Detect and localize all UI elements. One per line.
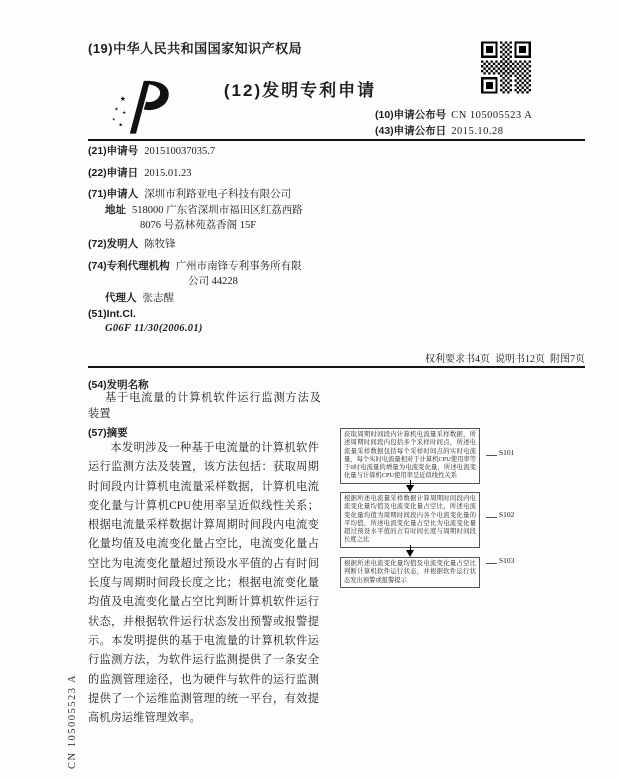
invention-title: 基于电流量的计算机软件运行监测方法及装置 (88, 392, 321, 420)
header-divider (88, 139, 585, 141)
application-date-label: (22)申请日 (88, 167, 139, 179)
int-cl-value-row (105, 323, 203, 334)
arrow-head (406, 550, 414, 557)
address-line1: 518000 广东省深圳市福田区红荔西路 (132, 205, 303, 216)
application-number-label: (21)申请号 (88, 145, 139, 157)
agent-row (105, 290, 174, 305)
svg-text:★: ★ (122, 111, 127, 117)
agency-line2: 公司 44228 (188, 276, 238, 287)
address-line2: 8076 号荔林苑荔香阁 15F (140, 220, 257, 231)
arrow-head (406, 485, 414, 492)
agency-label: (74)专利代理机构 (88, 260, 170, 272)
svg-text:★: ★ (118, 122, 124, 129)
publication-number-value: CN 105005523 A (451, 110, 533, 121)
invention-title-label: (54)发明名称 (88, 379, 149, 391)
abstract-label: (57)摘要 (88, 427, 128, 439)
invention-title-section-label (88, 377, 149, 392)
flowchart-step-1-label: S101 (486, 448, 514, 457)
int-cl-label: (51)Int.Cl. (88, 308, 136, 320)
abstract-section-label (88, 425, 128, 440)
svg-text:★: ★ (112, 116, 116, 122)
document-type-title: (12)发明专利申请 (223, 81, 377, 100)
inventor-value: 陈牧锋 (144, 239, 176, 250)
address-row-2 (140, 217, 256, 232)
authority-heading: (19)中华人民共和国国家知识产权局 (88, 41, 303, 56)
agency-row-2 (188, 273, 238, 288)
flowchart-step-3-box: 根据所述电流变化量均值及电流变化量占空比判断计算机软件运行状态，并根据软件运行状态发出预警或报警提示 (340, 557, 480, 588)
qr-code-icon (481, 41, 531, 99)
inventor-label: (72)发明人 (88, 238, 139, 250)
qr-code-svg (481, 41, 531, 94)
application-number-row (88, 143, 215, 158)
agency-line1: 广州市南锋专利事务所有限 (175, 261, 302, 272)
flowchart-step-2-box: 根据所述电流量采样数据计算周期时间段内电流变化量均值及电流变化量占空比，所述电流变化量均值为周期时间段内各个电流变化量的平均值，所述电流变化量占空比为电流变化量超过预设水平值的占有时间长度与周期时间段长度之比 (340, 492, 480, 548)
flowchart-figure (340, 428, 570, 603)
agency-row (88, 258, 302, 273)
flowchart-step-1-box: 获取周期时间段内计算机电流量采样数据，所述周期时间段内包括多个采样时间点，所述电流量采样数据包括每个采样时间点的实时电流量，每个实时电流量相对于计算机CPU使用率等于0时电流量的增量为电流变化量，所述电流变化量与计算机CPU使用率呈近似线性关系 (340, 428, 480, 484)
application-date-row (88, 165, 191, 180)
agent-value: 张志醒 (142, 293, 174, 304)
address-label: 地址 (105, 204, 126, 216)
agent-label: 代理人 (105, 292, 137, 304)
int-cl-row (88, 308, 136, 320)
section-divider (88, 366, 585, 368)
applicant-label: (71)申请人 (88, 188, 139, 200)
publication-number-line (375, 107, 532, 122)
pages-info: 权利要求书4页 说明书12页 附图7页 (425, 354, 585, 365)
abstract-text: 本发明涉及一种基于电流量的计算机软件运行监测方法及装置，该方法包括：获取周期时间段内计算机电流量采样数据，计算机电流变化量与计算机CPU使用率呈近似线性关系；根据电流量采样数据计算周期时间段内电流变化量均值及电流变化量占空比，电流变化量占空比为电流变化量超过预设水平值的占有时间长度与周期时间段长度之比；根据电流变化量均值及电流变化量占空比判断计算机软件运行状态，并根据软件运行状态发出预警或报警提示。本发明提供的基于电流量的计算机软件运行监测方法，为软件运行监测提供了一条安全的监测管理途径，也为硬件与软件的运行监测提供了一个运维监测管理的统一平台，有效提高机房运维管理效率。 (88, 442, 319, 725)
flowchart-step-2-label: S102 (486, 510, 514, 519)
publication-date-label: (43)申请公布日 (375, 125, 447, 137)
svg-text:★: ★ (114, 107, 119, 113)
applicant-row (88, 186, 291, 201)
side-publication-code: CN 105005523 A (67, 673, 78, 769)
application-date-value: 2015.01.23 (144, 168, 192, 179)
arrow-down-icon (406, 545, 415, 557)
int-cl-value: G06F 11/30(2006.01) (105, 323, 203, 334)
application-number-value: 201510037035.7 (144, 146, 216, 157)
publication-date-line (375, 123, 503, 138)
flowchart-step-3-label: S103 (486, 556, 514, 565)
publication-date-value: 2015.10.28 (451, 126, 504, 137)
svg-text:★: ★ (119, 95, 126, 104)
applicant-value: 深圳市利路亚电子科技有限公司 (144, 189, 292, 200)
inventor-row (88, 236, 176, 251)
address-row (105, 202, 303, 217)
arrow-down-icon (406, 480, 415, 492)
publication-number-label: (10)申请公布号 (375, 109, 447, 121)
